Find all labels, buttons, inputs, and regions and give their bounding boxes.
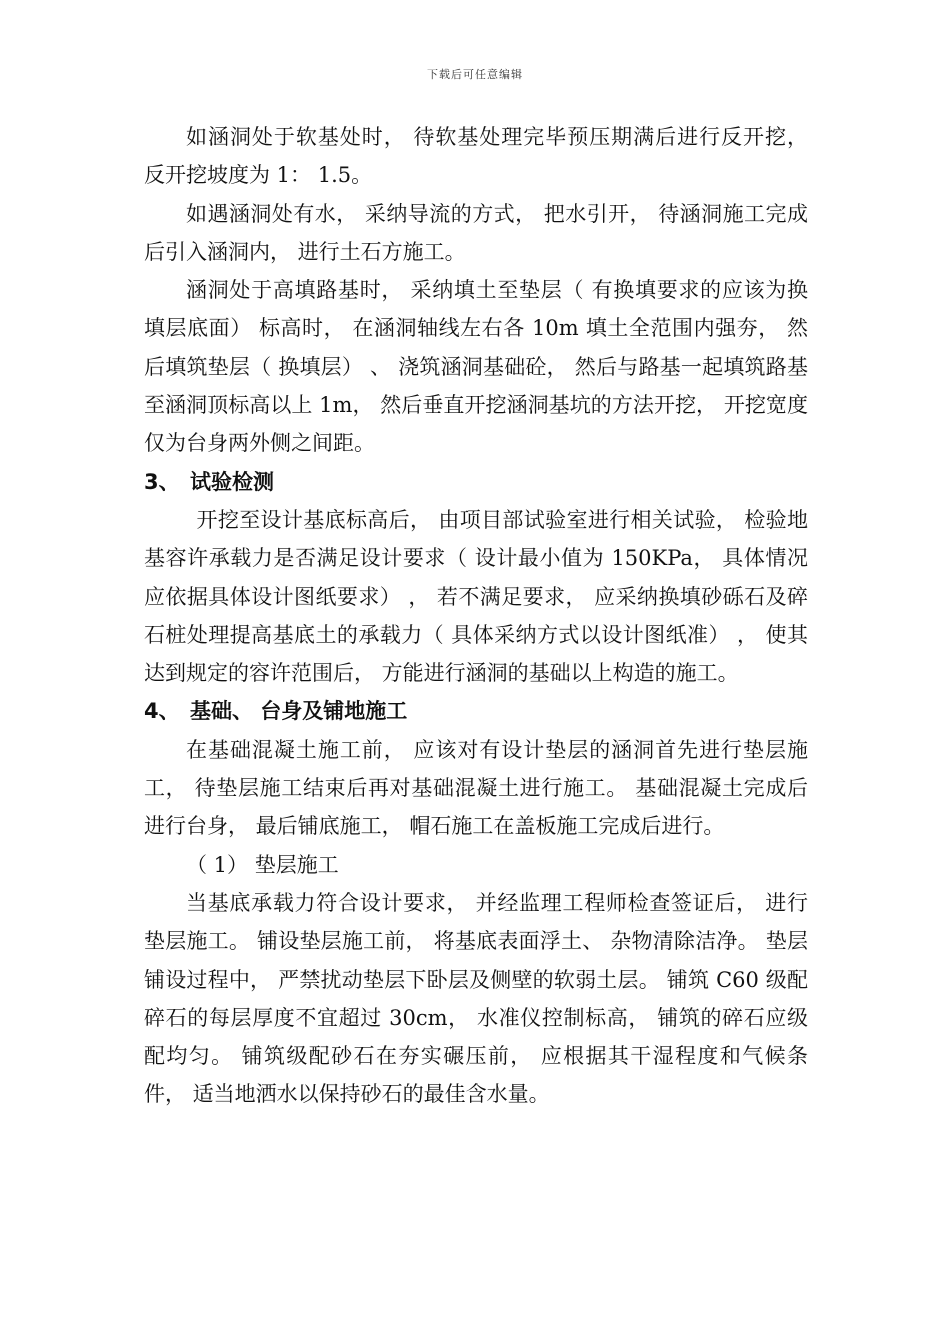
subheading-cushion: （ 1） 垫层施工 xyxy=(186,852,339,877)
paragraph-foundation: 在基础混凝土施工前， 应该对有设计垫层的涵洞首先进行垫层施工， 待垫层施工结束后再对基础混凝土进行施工。 基础混凝土完成后进行台身， 最后铺底施工， 帽石施工在盖板施工完成后进行。 xyxy=(144,737,808,839)
paragraph-soft-foundation: 如涵洞处于软基处时， 待软基处理完毕预压期满后进行反开挖， 反开挖坡度为 1： 1.5。 xyxy=(144,125,808,188)
section-heading-foundation xyxy=(144,692,808,730)
paragraph-cushion: 当基底承载力符合设计要求， 并经监理工程师检查签证后， 进行垫层施工。 铺设垫层施工前， 将基底表面浮土、 杂物清除洁净。 垫层铺设过程中， 严禁扰动垫层下卧层及侧壁的软弱土层。 铺筑 C60 级配碎石的每层厚度不宜超过 30cm， 水准仪控制标高， 铺筑的碎石应级配均匀。 铺筑级配砂石在夯实碾压前， 应根据其干湿程度和气候条件， 适当地洒水以保持砂石的最佳含水量。 xyxy=(144,890,808,1107)
paragraph-water-diversion: 如遇涵洞处有水， 采纳导流的方式， 把水引开， 待涵洞施工完成后引入涵洞内， 进行土石方施工。 xyxy=(144,201,808,264)
section-heading-testing xyxy=(144,463,808,501)
page-header: 下载后可任意编辑 xyxy=(427,68,523,81)
section-number: 4、 xyxy=(144,699,180,724)
section-title: 试验检测 xyxy=(190,469,274,494)
paragraph-high-fill: 涵洞处于高填路基时， 采纳填土至垫层（ 有换填要求的应该为换填层底面） 标高时， 在涵洞轴线左右各 10m 填土全范围内强夯， 然后填筑垫层（ 换填层） 、 浇筑涵洞基础砼， 然后与路基一起填筑路基至涵洞顶标高以上 1m， 然后垂直开挖涵洞基坑的方法开挖， 开挖宽度仅为台身两外侧之间距。 xyxy=(144,278,808,456)
section-number: 3、 xyxy=(144,469,180,494)
document-body xyxy=(144,118,808,1114)
paragraph-testing: 开挖至设计基底标高后， 由项目部试验室进行相关试验， 检验地基容许承载力是否满足设计要求（ 设计最小值为 150KPa， 具体情况应依据具体设计图纸要求） ， 若不满足要求， 应采纳换填砂砾石及碎石桩处理提高基底土的承载力（ 具体采纳方式以设计图纸准） ， 使其达到规定的容许范围后， 方能进行涵洞的基础以上构造的施工。 xyxy=(144,507,808,686)
section-title: 基础、 台身及铺地施工 xyxy=(190,699,408,724)
